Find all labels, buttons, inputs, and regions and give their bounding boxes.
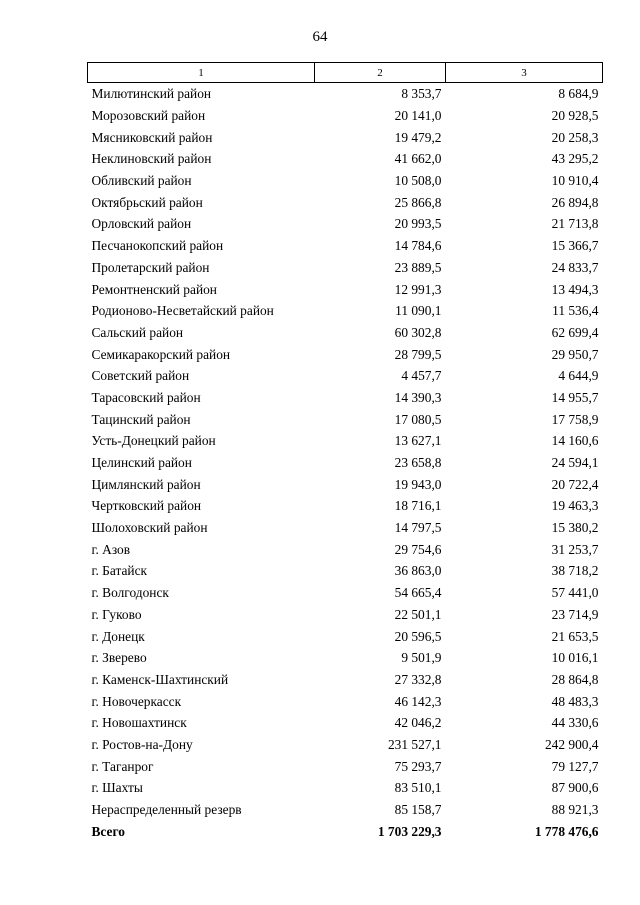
- row-value-col2: 231 527,1: [387, 736, 442, 752]
- row-value-col3: 11 536,4: [552, 303, 599, 319]
- table-row: [88, 322, 603, 344]
- row-value-col2: 10 508,0: [394, 173, 442, 189]
- row-value-col2: 42 046,2: [394, 715, 442, 731]
- table-row: [88, 430, 603, 452]
- row-value-col3: 87 900,6: [551, 780, 599, 796]
- row-value-col3: 242 900,4: [544, 736, 599, 752]
- table-row: [88, 300, 603, 322]
- table-row: [88, 408, 603, 430]
- row-value-col3: 17 758,9: [551, 411, 599, 427]
- table-row: [88, 170, 603, 192]
- table-row: [88, 582, 603, 604]
- row-value-col3: 43 295,2: [551, 151, 599, 167]
- row-value-col3: 8 684,9: [558, 86, 599, 102]
- row-name-cell: г. Волгодонск: [91, 585, 169, 601]
- table-row: [88, 495, 603, 517]
- row-value-col3: 20 258,3: [551, 129, 599, 145]
- row-value-col2: 75 293,7: [394, 758, 442, 774]
- row-value-col3: 79 127,7: [551, 758, 599, 774]
- table-row: [88, 604, 603, 626]
- table-row: [88, 669, 603, 691]
- table-row: [88, 452, 603, 474]
- table-row: [88, 213, 603, 235]
- row-value-col2: 8 353,7: [401, 86, 442, 102]
- row-name-cell: г. Ростов-на-Дону: [91, 736, 193, 752]
- row-name-cell: Песчанокопский район: [91, 238, 224, 254]
- table-row: [88, 799, 603, 821]
- row-value-col2: 20 993,5: [394, 216, 442, 232]
- table-row: [88, 387, 603, 409]
- header-row: [88, 63, 603, 83]
- row-value-col2: 14 797,5: [394, 520, 442, 536]
- table-row: [88, 517, 603, 539]
- row-value-col3: 13 494,3: [551, 281, 599, 297]
- row-value-col3: 20 722,4: [551, 476, 599, 492]
- budget-table: [87, 62, 603, 842]
- row-name-cell: Октябрьский район: [91, 194, 203, 210]
- row-value-col2: 27 332,8: [394, 671, 442, 687]
- row-value-col2: 14 390,3: [394, 389, 442, 405]
- row-value-col2: 20 596,5: [394, 628, 442, 644]
- row-value-col3: 88 921,3: [551, 802, 599, 818]
- table-row: [88, 755, 603, 777]
- table-row: [88, 365, 603, 387]
- row-value-col3: 10 016,1: [551, 650, 599, 666]
- row-name-cell: Усть-Донецкий район: [91, 433, 216, 449]
- row-name-cell: г. Зверево: [91, 650, 147, 666]
- table-row: [88, 712, 603, 734]
- row-name-cell: г. Таганрог: [91, 758, 154, 774]
- table-row: [88, 343, 603, 365]
- row-value-col2: 17 080,5: [394, 411, 442, 427]
- row-name-cell: Шолоховский район: [91, 520, 208, 536]
- table-row: [88, 235, 603, 257]
- row-value-col2: 12 991,3: [394, 281, 442, 297]
- row-value-col2: 19 479,2: [394, 129, 442, 145]
- table-body: [88, 83, 603, 843]
- table-row: [88, 148, 603, 170]
- row-value-col2: 28 799,5: [394, 346, 442, 362]
- row-value-col3: 14 160,6: [551, 433, 599, 449]
- row-value-col2: 4 457,7: [401, 368, 442, 384]
- row-value-col3: 21 653,5: [551, 628, 599, 644]
- table-row: [88, 647, 603, 669]
- table-row: [88, 191, 603, 213]
- row-name-cell: Тарасовский район: [91, 389, 201, 405]
- table-row: [88, 625, 603, 647]
- row-value-col2: 20 141,0: [394, 108, 442, 124]
- column-header-2: 2: [315, 63, 446, 83]
- row-name-cell: Орловский район: [91, 216, 192, 232]
- row-name-cell: Целинский район: [91, 455, 192, 471]
- row-value-col2: 23 889,5: [394, 259, 442, 275]
- row-value-col2: 22 501,1: [394, 606, 442, 622]
- row-value-col2: 85 158,7: [394, 802, 442, 818]
- row-value-col3: 14 955,7: [551, 389, 599, 405]
- row-value-col2: 19 943,0: [394, 476, 442, 492]
- row-name-cell: Советский район: [91, 368, 190, 384]
- row-value-col3: 24 594,1: [551, 455, 599, 471]
- table-row: [88, 538, 603, 560]
- row-name-cell: Нераспределенный резерв: [91, 802, 242, 818]
- row-value-col2: 13 627,1: [394, 433, 442, 449]
- row-name-cell: г. Шахты: [91, 780, 143, 796]
- row-value-col3: 4 644,9: [558, 368, 599, 384]
- table-row: [88, 690, 603, 712]
- total-label: Всего: [91, 823, 125, 839]
- row-value-col2: 11 090,1: [395, 303, 442, 319]
- row-value-col2: 18 716,1: [394, 498, 442, 514]
- column-header-3: 3: [446, 63, 603, 83]
- row-name-cell: Цимлянский район: [91, 476, 201, 492]
- row-value-col2: 36 863,0: [394, 563, 442, 579]
- row-name-cell: г. Азов: [91, 541, 131, 557]
- row-value-col3: 15 366,7: [551, 238, 599, 254]
- total-value-col2: 1 703 229,3: [377, 823, 442, 839]
- row-value-col2: 46 142,3: [394, 693, 442, 709]
- row-value-col2: 9 501,9: [401, 650, 442, 666]
- row-name-cell: г. Донецк: [91, 628, 145, 644]
- row-name-cell: Ремонтненский район: [91, 281, 217, 297]
- table-row: [88, 83, 603, 105]
- row-name-cell: Семикаракорский район: [91, 346, 231, 362]
- row-value-col3: 10 910,4: [551, 173, 599, 189]
- row-value-col2: 60 302,8: [394, 324, 442, 340]
- row-value-col2: 25 866,8: [394, 194, 442, 210]
- row-value-col3: 19 463,3: [551, 498, 599, 514]
- row-name-cell: Милютинский район: [91, 86, 212, 102]
- row-value-col3: 44 330,6: [551, 715, 599, 731]
- row-value-col3: 24 833,7: [551, 259, 599, 275]
- row-value-col2: 23 658,8: [394, 455, 442, 471]
- row-value-col3: 62 699,4: [551, 324, 599, 340]
- table-row: [88, 126, 603, 148]
- table-row: [88, 473, 603, 495]
- row-value-col2: 41 662,0: [394, 151, 442, 167]
- row-value-col3: 48 483,3: [551, 693, 599, 709]
- row-value-col3: 20 928,5: [551, 108, 599, 124]
- table-row: [88, 777, 603, 799]
- total-value-col3: 1 778 476,6: [534, 823, 599, 839]
- column-header-1: 1: [88, 63, 315, 83]
- table-row: [88, 278, 603, 300]
- row-value-col3: 23 714,9: [551, 606, 599, 622]
- table-row: [88, 560, 603, 582]
- page-number: 64: [312, 29, 328, 45]
- table-header: [88, 63, 603, 83]
- total-row: [88, 820, 603, 842]
- row-value-col3: 26 894,8: [551, 194, 599, 210]
- row-name-cell: г. Новочеркасск: [91, 693, 182, 709]
- row-name-cell: Чертковский район: [91, 498, 202, 514]
- row-value-col3: 38 718,2: [551, 563, 599, 579]
- row-value-col2: 14 784,6: [394, 238, 442, 254]
- row-name-cell: Родионово-Несветайский район: [91, 303, 274, 319]
- row-name-cell: Обливский район: [91, 173, 192, 189]
- row-value-col2: 54 665,4: [394, 585, 442, 601]
- row-name-cell: Мясниковский район: [91, 129, 213, 145]
- row-value-col2: 83 510,1: [394, 780, 442, 796]
- row-value-col2: 29 754,6: [394, 541, 442, 557]
- row-name-cell: Неклиновский район: [91, 151, 212, 167]
- row-name-cell: Тацинский район: [91, 411, 191, 427]
- row-value-col3: 57 441,0: [551, 585, 599, 601]
- row-name-cell: г. Каменск-Шахтинский: [91, 671, 229, 687]
- row-name-cell: Пролетарский район: [91, 259, 210, 275]
- row-name-cell: Морозовский район: [91, 108, 206, 124]
- row-value-col3: 21 713,8: [551, 216, 599, 232]
- row-name-cell: г. Гуково: [91, 606, 142, 622]
- row-name-cell: Сальский район: [91, 324, 184, 340]
- row-value-col3: 15 380,2: [551, 520, 599, 536]
- row-name-cell: г. Батайск: [91, 563, 148, 579]
- table-row: [88, 734, 603, 756]
- row-value-col3: 28 864,8: [551, 671, 599, 687]
- table-row: [88, 105, 603, 127]
- table-row: [88, 257, 603, 279]
- row-value-col3: 31 253,7: [551, 541, 599, 557]
- row-name-cell: г. Новошахтинск: [91, 715, 187, 731]
- row-value-col3: 29 950,7: [551, 346, 599, 362]
